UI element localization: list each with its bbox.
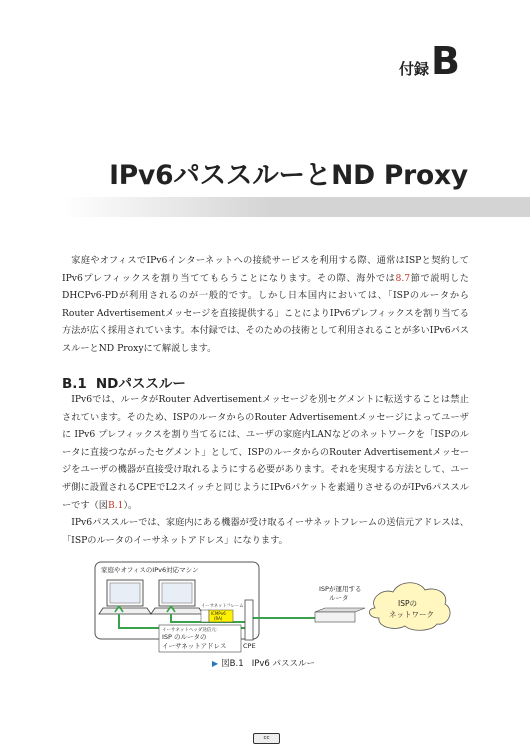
isp-network-cloud	[369, 583, 450, 631]
figure-ipv6-passthrough	[93, 560, 473, 670]
body-p1-text-1: IPv6では、ルータがRouter Advertisementメッセージを別セグメントに転送することは禁止されています。そのため、ISPのルータからのRouter Advertisementメッセージによってユーザに IPv6 プレフィックスを割り当てるには、ユーザの家庭内LANなどのネットワークを「ISPのルータに直接つながったセグメント」として、ISPのルータからのRouter Advertisementメッセージをユーザの機器が直接受け取れるようにする必要があります。それを実現する方法として、ユーザ側に設置されるCPEでL2スイッチと同じようにIPv6パケットを素通りさせるのがIPv6パススルーです（図	[62, 394, 469, 511]
isp-router-label-2: ルータ	[329, 594, 349, 602]
body-p1-text-2: ）。	[123, 499, 138, 511]
icmp-tag-line2: (RA)	[214, 616, 223, 621]
home-box-label: 家庭やオフィスのIPv6対応マシン	[101, 566, 199, 574]
caption-triangle-icon: ▶	[212, 659, 219, 668]
pc-left-icon	[99, 580, 151, 614]
isp-router-icon	[315, 584, 365, 622]
header-note-line2: ISP のルータの	[162, 633, 207, 641]
isp-network-label-2: ネットワーク	[389, 610, 434, 619]
appendix-label: 付録	[399, 60, 430, 78]
intro-text-2: 節で説明したDHCPv6-PDが利用されるのが一般的です。しかし日本国内においては、「ISPのルータからRouter Advertisementメッセージを直接提供する」ことによりIPv6プレフィックスを割り当てる方法が広く採用されています。本付録では、そのための技術として利用されることが多いIPv6パススルーとND Proxyにて解説します。	[62, 272, 469, 354]
license-badge: cc	[253, 733, 280, 744]
figure-caption-text: IPv6 パススルー	[251, 659, 315, 669]
figure-caption-number: 図B.1	[221, 659, 244, 669]
appendix-heading	[399, 39, 460, 83]
section-body	[62, 391, 469, 549]
section-title: NDパススルー	[95, 376, 186, 392]
chapter-title: IPv6パススルーとND Proxy	[109, 160, 468, 191]
figure-caption	[212, 657, 315, 669]
intro-paragraph	[62, 252, 469, 358]
isp-network-label-1: ISPの	[398, 599, 417, 608]
figure-ref-link[interactable]: B.1	[107, 499, 124, 511]
body-p2: IPv6パススルーでは、家庭内にある機器が受け取るイーサネットフレームの送信元アドレスは、「ISPのルータのイーサネットアドレス」になります。	[62, 517, 469, 546]
icmp-tag-line1: ICMPv6	[211, 611, 226, 616]
section-heading	[62, 372, 186, 392]
cpe-label: CPE	[243, 642, 256, 650]
header-note-line3: イーサネットアドレス	[162, 642, 227, 650]
ethernet-header-note	[159, 625, 241, 652]
isp-router-label-1: ISPが運用する	[319, 585, 362, 593]
frame-label: イーサネットフレーム	[201, 604, 244, 609]
intro-ref-link[interactable]: 8.7	[395, 272, 411, 284]
title-band	[62, 197, 530, 217]
intro-text-1: 家庭やオフィスでIPv6インターネットへの接続サービスを利用する際、通常はISPと契約してIPv6プレフィックスを割り当ててもらうことになります。その際、海外では	[62, 255, 469, 284]
pc-right-icon	[151, 580, 203, 614]
appendix-letter: B	[431, 39, 460, 83]
header-note-line1: イーサネットヘッダ送信元：	[162, 628, 221, 633]
section-number: B.1	[62, 376, 87, 392]
